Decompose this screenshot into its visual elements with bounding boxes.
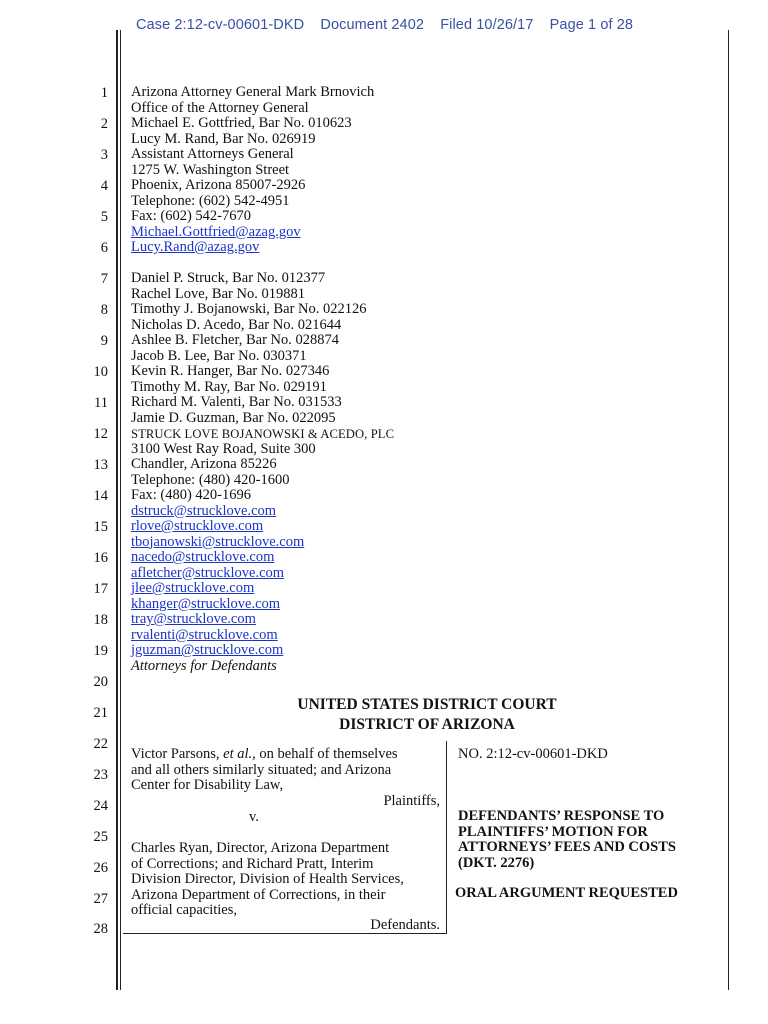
counsel-line: Timothy J. Bojanowski, Bar No. 022126 <box>131 301 367 317</box>
line-number: 24 <box>93 798 108 814</box>
email-link[interactable]: jguzman@strucklove.com <box>131 642 284 658</box>
line-number: 10 <box>93 364 108 380</box>
plaintiff-name: Victor Parsons, <box>131 746 220 762</box>
court-district: DISTRICT OF ARIZONA <box>339 716 515 733</box>
email-link[interactable]: rlove@strucklove.com <box>131 518 264 534</box>
line-number: 4 <box>100 178 108 194</box>
line-number: 18 <box>93 612 108 628</box>
caption-plaintiff-line: and all others similarly situated; and Arizona <box>131 761 392 778</box>
line-number: 3 <box>100 147 108 163</box>
counsel-line: Telephone: (602) 542-4951 <box>131 192 290 209</box>
attorneys-for: Attorneys for Defendants <box>131 657 277 674</box>
caption-defendant-line: of Corrections; and Richard Pratt, Interim <box>131 855 374 872</box>
left-margin-rule-outer <box>116 30 118 990</box>
header-page: Page 1 of 28 <box>549 17 634 33</box>
document-title-line: ATTORNEYS’ FEES AND COSTS <box>458 839 676 855</box>
line-number: 17 <box>93 581 108 597</box>
email-link[interactable]: rvalenti@strucklove.com <box>131 626 278 643</box>
caption-plaintiff-first-line <box>131 747 398 763</box>
line-number: 23 <box>93 767 108 783</box>
versus: v. <box>249 809 259 825</box>
document-title-line: (DKT. 2276) <box>458 854 535 871</box>
line-number: 15 <box>93 519 108 535</box>
email-link[interactable]: Lucy.Rand@azag.gov <box>131 239 260 255</box>
counsel-line: Timothy M. Ray, Bar No. 029191 <box>131 378 327 395</box>
line-number: 16 <box>93 550 108 566</box>
email-link[interactable]: khanger@strucklove.com <box>131 595 281 612</box>
line-number: 19 <box>93 643 108 659</box>
line-number: 26 <box>93 860 108 876</box>
counsel-line: Arizona Attorney General Mark Brnovich <box>131 84 375 100</box>
line-number: 6 <box>100 240 108 256</box>
case-number: NO. 2:12-cv-00601-DKD <box>458 746 608 762</box>
counsel-line: Assistant Attorneys General <box>131 146 294 162</box>
firm-name: STRUCK LOVE BOJANOWSKI & ACEDO, PLC <box>131 427 395 441</box>
counsel-line: Daniel P. Struck, Bar No. 012377 <box>131 270 326 286</box>
email-link[interactable]: Michael.Gottfried@azag.gov <box>131 223 301 240</box>
counsel-line: Michael E. Gottfried, Bar No. 010623 <box>131 115 352 131</box>
line-number: 7 <box>100 271 108 287</box>
counsel-line: 1275 W. Washington Street <box>131 161 290 178</box>
counsel-line: Telephone: (480) 420-1600 <box>131 471 290 488</box>
filing-header <box>136 17 645 33</box>
email-link[interactable]: dstruck@strucklove.com <box>131 502 277 519</box>
counsel-line: Ashlee B. Fletcher, Bar No. 028874 <box>131 332 340 348</box>
counsel-line: Chandler, Arizona 85226 <box>131 456 277 472</box>
caption-vertical-divider <box>446 741 447 933</box>
header-case: Case 2:12-cv-00601-DKD <box>136 17 305 33</box>
counsel-line: Nicholas D. Acedo, Bar No. 021644 <box>131 316 342 333</box>
counsel-line: Rachel Love, Bar No. 019881 <box>131 285 305 302</box>
counsel-line: Office of the Attorney General <box>131 99 309 116</box>
et-al: et al. <box>223 746 253 762</box>
header-filed: Filed 10/26/17 <box>440 17 534 33</box>
line-number: 8 <box>100 302 108 318</box>
plaintiffs-label: Plaintiffs, <box>383 793 440 809</box>
right-margin-rule <box>728 30 729 990</box>
document-title-line: PLAINTIFFS’ MOTION FOR <box>458 823 648 840</box>
counsel-line: Lucy M. Rand, Bar No. 026919 <box>131 130 316 147</box>
line-number: 11 <box>94 395 108 411</box>
counsel-line: Jacob B. Lee, Bar No. 030371 <box>131 347 307 364</box>
email-link[interactable]: tbojanowski@strucklove.com <box>131 533 305 550</box>
email-link[interactable]: nacedo@strucklove.com <box>131 549 275 565</box>
counsel-line: Fax: (480) 420-1696 <box>131 487 252 503</box>
line-number: 25 <box>93 829 108 845</box>
counsel-line: Fax: (602) 542-7670 <box>131 208 252 224</box>
counsel-line: Richard M. Valenti, Bar No. 031533 <box>131 394 342 410</box>
line-number: 5 <box>100 209 108 225</box>
counsel-line: Phoenix, Arizona 85007-2926 <box>131 177 306 193</box>
line-number: 21 <box>93 705 108 721</box>
header-document: Document 2402 <box>320 17 425 33</box>
counsel-line: 3100 West Ray Road, Suite 300 <box>131 440 316 457</box>
defendants-label: Defendants. <box>370 917 440 933</box>
caption-bottom-line <box>123 933 447 934</box>
line-number: 28 <box>93 921 108 937</box>
counsel-line: Kevin R. Hanger, Bar No. 027346 <box>131 363 330 379</box>
line-number: 20 <box>93 674 108 690</box>
email-link[interactable]: tray@strucklove.com <box>131 611 256 627</box>
caption-defendant-line: Division Director, Division of Health Services, <box>131 871 404 887</box>
line-number: 9 <box>100 333 108 349</box>
caption-defendant-line: Charles Ryan, Director, Arizona Department <box>131 840 390 856</box>
counsel-line: Jamie D. Guzman, Bar No. 022095 <box>131 409 336 426</box>
email-link[interactable]: jlee@strucklove.com <box>131 580 255 596</box>
line-number: 12 <box>93 426 108 442</box>
line-number: 14 <box>93 488 108 504</box>
oral-argument: ORAL ARGUMENT REQUESTED <box>455 885 678 901</box>
plaintiff-rest: , on behalf of themselves <box>252 746 398 762</box>
caption-defendant-line: Arizona Department of Corrections, in their <box>131 886 386 903</box>
document-title-line: DEFENDANTS’ RESPONSE TO <box>458 808 665 824</box>
caption-defendant-line: official capacities, <box>131 902 238 918</box>
email-link[interactable]: afletcher@strucklove.com <box>131 564 285 581</box>
line-number: 1 <box>100 85 108 101</box>
line-number: 13 <box>93 457 108 473</box>
line-number: 27 <box>93 891 108 907</box>
line-number: 22 <box>93 736 108 752</box>
caption-plaintiff-line: Center for Disability Law, <box>131 777 284 793</box>
left-margin-rule-inner <box>120 30 121 990</box>
court-name: UNITED STATES DISTRICT COURT <box>297 696 557 713</box>
line-number: 2 <box>100 116 108 132</box>
